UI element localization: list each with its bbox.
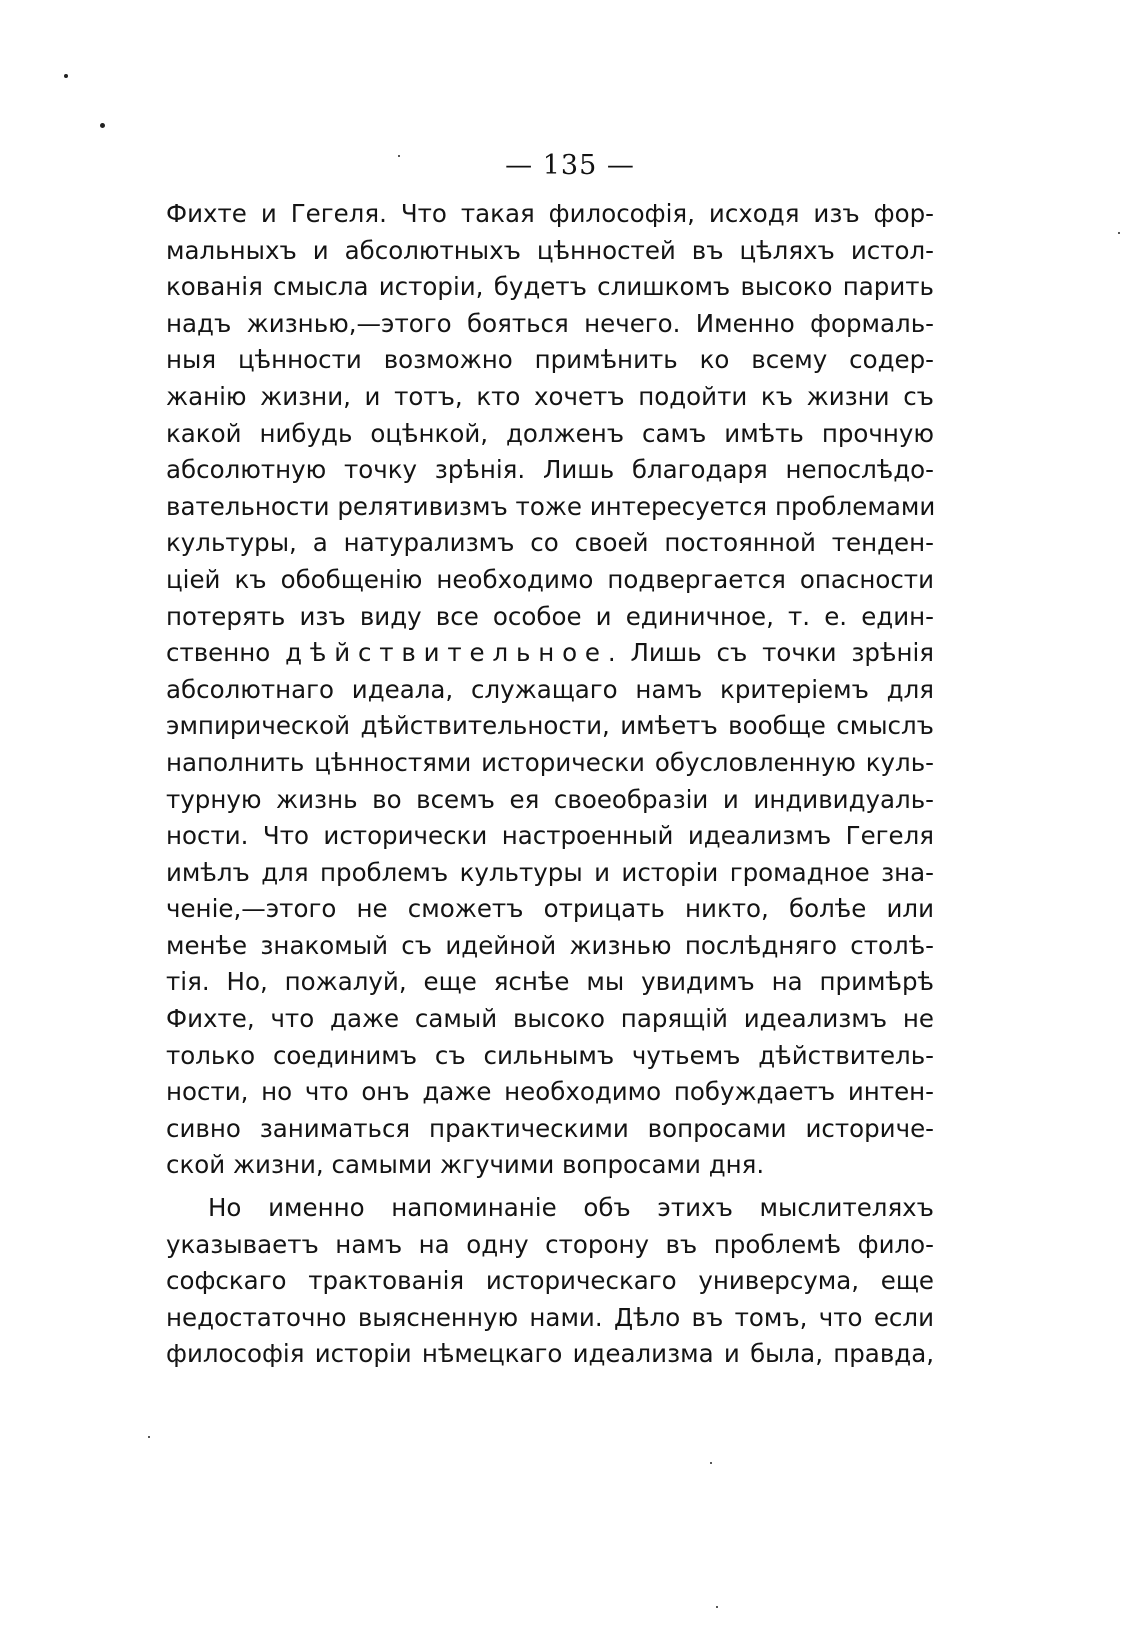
text-line: потерять изъ виду все особое и единичное, т. е. един- [166,601,934,631]
text-line: философiя исторiи нѣмецкаго идеализма и была, правда, [166,1339,934,1369]
text-line: вательности релятивизмъ тоже интересуется проблемами [166,491,936,521]
text-line: Фихте и Гегеля. Что такая философiя, исходя изъ фор- [166,199,934,228]
text-line: софскаго трактованiя историческаго универсума, еще [166,1266,934,1296]
body-text [166,196,934,1373]
text-line: ской жизни, самыми жгучими вопросами дня. [166,1150,765,1180]
ink-speck [100,123,105,128]
text-line: Но именно напоминанiе объ этихъ мыслителяхъ [208,1193,934,1223]
text-line: Фихте, что даже самый высоко парящiй идеализмъ не [166,1004,934,1034]
text-line: эмпирической дѣйствительности, имѣетъ вообще смыслъ [166,711,934,741]
text-line: кованiя смысла исторiи, будетъ слишкомъ высоко парить [166,272,934,302]
text-line: надъ жизнью,—этого бояться нечего. Именно формаль- [166,308,934,338]
text-line-emphasis [166,635,934,672]
text-line: только соединимъ съ сильнымъ чутьемъ дѣйствитель- [166,1040,934,1070]
ink-speck [64,74,68,78]
spaced-emphasis: дѣйствительное [285,638,608,668]
text-line: культуры, а натурализмъ со своей постоянной тенден- [166,528,934,558]
text-line: сивно заниматься практическими вопросами историче- [166,1113,934,1143]
text-line: жанiю жизни, и тотъ, кто хочетъ подойти къ жизни съ [166,381,934,411]
line-segment: . Лишь съ точки зрѣнiя [607,638,935,668]
text-line: ченiе,—этого не сможетъ отрицать никто, болѣе или [166,894,934,924]
text-line: какой нибудь оцѣнкой, долженъ самъ имѣть прочную [166,418,934,448]
text-line: имѣлъ для проблемъ культуры и исторiи громадное зна- [166,857,934,887]
text-line: абсолютнаго идеала, служащаго намъ критерiемъ для [166,674,934,704]
page-number: — 135 — [505,150,635,181]
text-line: абсолютную точку зрѣнiя. Лишь благодаря непослѣдо- [166,455,934,485]
ink-speck [1118,232,1120,234]
text-line: недостаточно выясненную нами. Дѣло въ томъ, что если [166,1302,934,1332]
text-line: цiей къ обобщенiю необходимо подвергается опасности [166,564,934,594]
text-line: ныя цѣнности возможно примѣнить ко всему содер- [166,345,934,375]
text-line: менѣе знакомый съ идейной жизнью послѣдняго столѣ- [166,930,934,960]
paragraph-1 [166,196,934,1184]
ink-speck [710,1462,712,1464]
text-line: ности. Что исторически настроенный идеализмъ Гегеля [166,821,934,851]
text-line: турную жизнь во всемъ ея своеобразiи и индивидуаль- [166,784,934,814]
text-line: ности, но что онъ даже необходимо побуждаетъ интен- [166,1077,934,1107]
ink-speck [716,1606,718,1608]
text-line: тiя. Но, пожалуй, еще яснѣе мы увидимъ на примѣрѣ [166,967,934,997]
ink-speck [148,1436,150,1438]
text-line: указываетъ намъ на одну сторону въ проблемѣ фило- [166,1229,934,1259]
paragraph-2 [166,1190,934,1373]
text-line: мальныхъ и абсолютныхъ цѣнностей въ цѣляхъ истол- [166,235,934,265]
text-line: наполнить цѣнностями исторически обусловленную куль- [166,747,934,777]
line-segment: ственно [166,638,286,668]
